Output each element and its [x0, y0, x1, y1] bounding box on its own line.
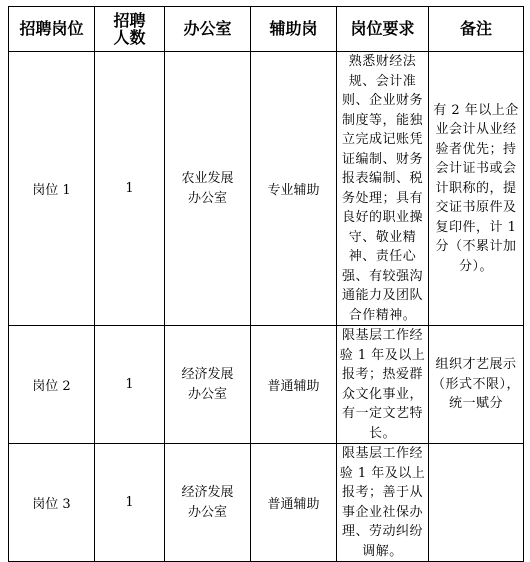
header-assist: 辅助岗 [251, 7, 337, 52]
header-requirements: 岗位要求 [337, 7, 429, 52]
assist-cell: 普通辅助 [251, 326, 337, 444]
office-cell: 经济发展办公室 [165, 444, 251, 562]
requirements-cell: 限基层工作经验 1 年及以上报考；善于从事企业社保办理、劳动纠纷调解。 [337, 444, 429, 562]
requirements-cell: 熟悉财经法规、会计准则、企业财务制度等，能独立完成记账凭证编制、财务报表编制、税务处理；具有良好的职业操守、敬业精神、责任心强、有较强沟通能力及团队合作精神。 [337, 52, 429, 326]
count-cell: 1 [95, 444, 165, 562]
header-count [95, 7, 165, 52]
position-cell: 岗位 3 [9, 444, 95, 562]
office-cell: 经济发展办公室 [165, 326, 251, 444]
count-cell: 1 [95, 326, 165, 444]
recruitment-table [8, 6, 524, 562]
header-office: 办公室 [165, 7, 251, 52]
header-remarks: 备注 [429, 7, 524, 52]
remarks-cell [429, 444, 524, 562]
table-row [9, 52, 524, 326]
count-cell: 1 [95, 52, 165, 326]
header-count-line2: 人数 [113, 28, 146, 47]
requirements-cell: 限基层工作经验 1 年及以上报考；热爱群众文化事业，有一定文艺特长。 [337, 326, 429, 444]
assist-cell: 普通辅助 [251, 444, 337, 562]
table-row [9, 444, 524, 562]
assist-cell: 专业辅助 [251, 52, 337, 326]
header-position: 招聘岗位 [9, 7, 95, 52]
table-row [9, 326, 524, 444]
remarks-cell: 有 2 年以上企业会计从业经验者优先；持会计证书或会计职称的，提交证书原件及复印件，计 1 分（不累计加分）。 [429, 52, 524, 326]
header-row [9, 7, 524, 52]
office-cell: 农业发展办公室 [165, 52, 251, 326]
position-cell: 岗位 1 [9, 52, 95, 326]
position-cell: 岗位 2 [9, 326, 95, 444]
remarks-cell: 组织才艺展示（形式不限），统一赋分 [429, 326, 524, 444]
header-count-line1: 招聘 [113, 11, 146, 30]
